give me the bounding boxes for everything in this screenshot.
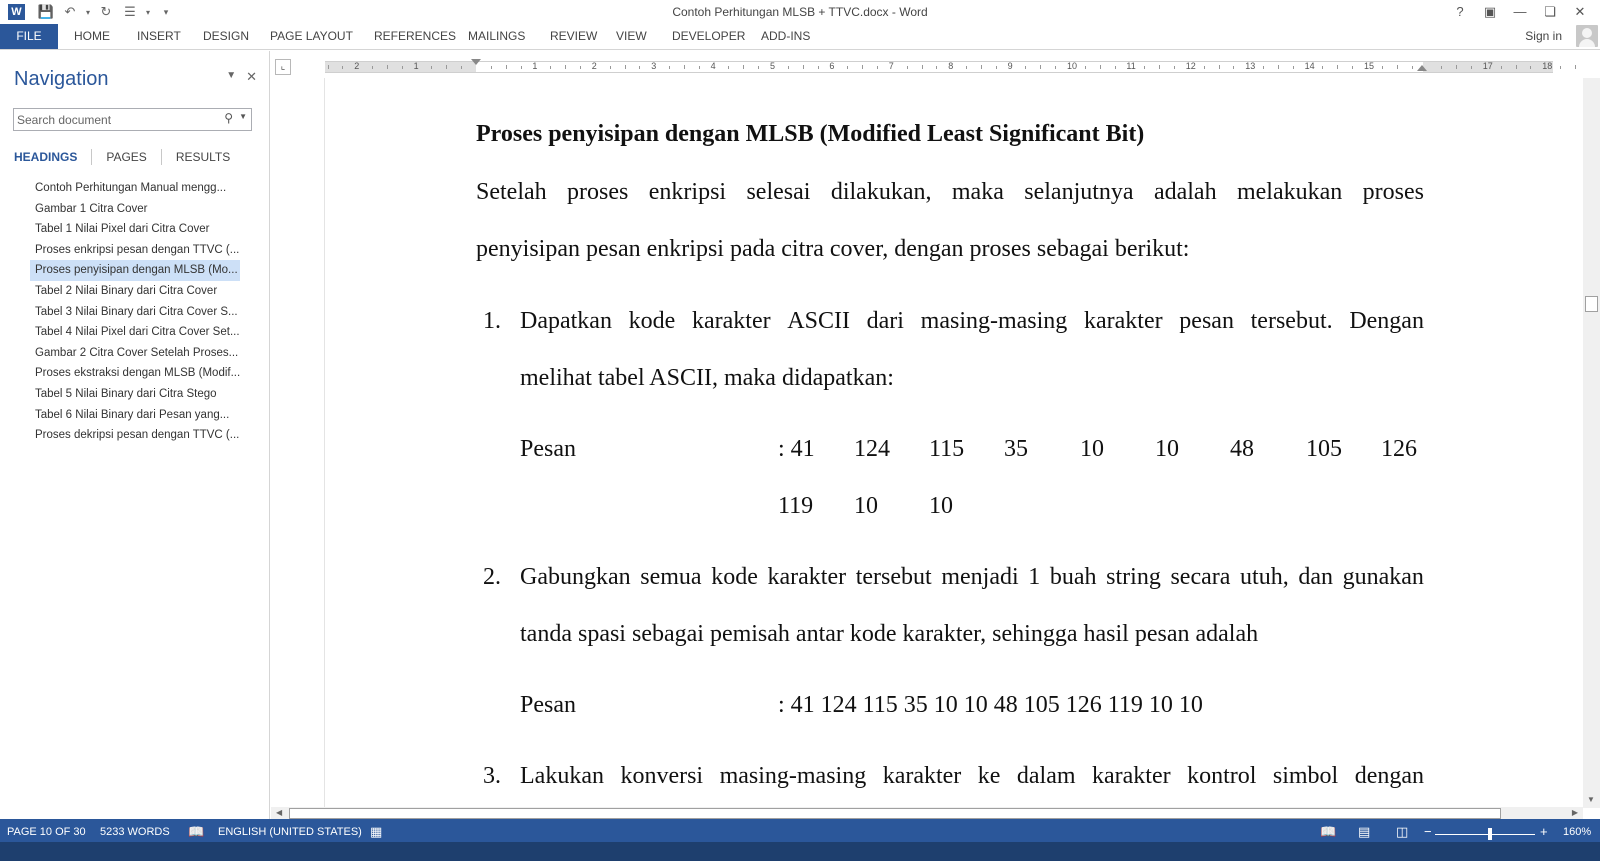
- word-count[interactable]: 5233 WORDS: [100, 826, 170, 838]
- ruler-number: 14: [1304, 61, 1315, 71]
- ruler-tick: [1397, 65, 1398, 69]
- ruler-tick: [431, 66, 432, 69]
- ruler-tick: [521, 66, 522, 69]
- item1-line-2: melihat tabel ASCII, maka didapatkan:: [520, 365, 894, 391]
- ruler-tick: [818, 66, 819, 69]
- ruler-tick: [1560, 66, 1561, 69]
- right-indent-marker[interactable]: [1417, 65, 1427, 71]
- help-icon[interactable]: ?: [1456, 4, 1464, 19]
- search-document-box: [13, 108, 252, 131]
- ruler-number: 2: [354, 61, 360, 71]
- ruler-tick: [402, 66, 403, 69]
- ruler-tick: [1174, 66, 1175, 69]
- ruler-tick: [1471, 66, 1472, 69]
- navigation-pane-controls: [226, 69, 257, 85]
- pesan-code: 10: [854, 493, 878, 519]
- ruler-tick: [1025, 66, 1026, 69]
- ruler-tick: [328, 65, 329, 69]
- intro-line-2: penyisipan pesan enkripsi pada citra cover, dengan proses sebagai berikut:: [476, 236, 1190, 262]
- ruler-tick: [1233, 66, 1234, 69]
- navigation-title: Navigation: [14, 68, 109, 90]
- ruler-tick: [877, 66, 878, 69]
- navigation-pane: [0, 51, 270, 819]
- ruler-number: 12: [1185, 61, 1196, 71]
- ruler-number: 6: [829, 61, 835, 71]
- item2-line-1: [520, 564, 1424, 591]
- heading-item[interactable]: Proses enkripsi pesan dengan TTVC (...: [35, 243, 240, 256]
- ruler-tick: [847, 66, 848, 69]
- heading-item[interactable]: Contoh Perhitungan Manual mengg...: [35, 182, 227, 194]
- word: masing-masing: [719, 763, 867, 789]
- ruler-tick: [550, 66, 551, 69]
- ruler-number: 8: [948, 61, 954, 71]
- ruler-number: 5: [770, 61, 776, 71]
- word: proses: [1362, 179, 1424, 205]
- word: melakukan: [1236, 179, 1343, 205]
- status-bar: [0, 819, 1600, 861]
- word: maka: [951, 179, 1004, 205]
- ruler-number: 15: [1364, 61, 1375, 71]
- ruler-tick: [1293, 66, 1294, 69]
- pesan-code: 48: [1230, 436, 1254, 462]
- ruler-tick: [1456, 65, 1457, 69]
- proofing-icon[interactable]: 📖: [188, 824, 205, 839]
- ruler-tick: [1159, 65, 1160, 69]
- ruler-tick: [669, 66, 670, 69]
- ruler-tick: [342, 66, 343, 69]
- word: dilakukan,: [830, 179, 932, 205]
- heading-item[interactable]: Proses ekstraksi dengan MLSB (Modif...: [35, 367, 240, 380]
- ruler-tick: [491, 66, 492, 69]
- undo-dropdown-icon[interactable]: ▾: [85, 7, 90, 17]
- word: kode: [711, 564, 758, 590]
- ruler-tick: [1100, 65, 1101, 69]
- ruler-tick: [788, 66, 789, 69]
- tab-mailings[interactable]: MAILINGS: [468, 29, 526, 43]
- tab-headings[interactable]: HEADINGS: [14, 150, 78, 164]
- search-input[interactable]: [14, 109, 214, 130]
- ruler-tick: [506, 65, 507, 69]
- word: pesan: [1179, 308, 1234, 334]
- status-bar-lower-band: [0, 842, 1600, 861]
- avatar[interactable]: [1576, 25, 1598, 47]
- tab-references[interactable]: REFERENCES: [374, 29, 457, 43]
- tab-file[interactable]: FILE: [0, 24, 58, 49]
- ruler-tick: [1352, 66, 1353, 69]
- ruler-tick: [639, 66, 640, 69]
- word: tersebut.: [1250, 308, 1333, 334]
- ruler-tick: [966, 66, 967, 69]
- customize-toolbar-icon[interactable]: ▾: [163, 6, 169, 17]
- ruler-tick: [981, 65, 982, 69]
- search-options-dropdown-icon[interactable]: ▼: [239, 112, 247, 121]
- zoom-slider[interactable]: [1435, 834, 1535, 835]
- heading-item[interactable]: Tabel 5 Nilai Binary dari Citra Stego: [35, 387, 217, 400]
- section-heading: Proses penyisipan dengan MLSB (Modified Least Significant Bit): [476, 121, 1145, 147]
- ruler-tick: [862, 65, 863, 69]
- ruler-tick: [446, 65, 447, 69]
- scroll-down-icon[interactable]: ▼: [1587, 795, 1595, 804]
- search-icon[interactable]: ⚲: [224, 111, 233, 125]
- word: selesai: [746, 179, 811, 205]
- word: karakter: [1084, 308, 1163, 334]
- ruler-tick: [625, 65, 626, 69]
- ruler-tick: [758, 66, 759, 69]
- ruler-tick: [1501, 66, 1502, 69]
- sign-in-link[interactable]: Sign in: [1525, 29, 1562, 43]
- window-controls: [1446, 2, 1594, 22]
- word: adalah: [1153, 179, 1217, 205]
- headings-list: [30, 178, 240, 446]
- ruler-tick: [1530, 66, 1531, 69]
- heading-item-selected[interactable]: Proses penyisipan dengan MLSB (Mo...: [30, 260, 240, 281]
- heading-item[interactable]: Tabel 2 Nilai Binary dari Citra Cover: [35, 284, 218, 297]
- pesan-label-1: Pesan: [520, 436, 576, 462]
- ruler-tick: [1204, 66, 1205, 69]
- ruler-tick: [1055, 66, 1056, 69]
- pesan-string: : 41 124 115 35 10 10 48 105 126 119 10 10: [778, 692, 1203, 718]
- ruler-tick: [1278, 65, 1279, 69]
- heading-item[interactable]: Tabel 6 Nilai Binary dari Pesan yang...: [35, 408, 230, 421]
- pane-options-dropdown-icon[interactable]: ▼: [226, 70, 237, 81]
- ruler-number: 1: [532, 61, 538, 71]
- ruler-tick: [610, 66, 611, 69]
- ruler-tick: [743, 65, 744, 69]
- ruler-tick: [922, 65, 923, 69]
- macro-recording-icon[interactable]: ▦: [370, 824, 383, 839]
- word: utuh,: [1240, 564, 1289, 590]
- ruler-tick: [1085, 66, 1086, 69]
- navigation-tabs: [14, 149, 244, 165]
- horizontal-ruler[interactable]: [325, 61, 1553, 73]
- item3-line-1: [520, 763, 1424, 790]
- heading-item[interactable]: Gambar 1 Citra Cover: [35, 202, 148, 215]
- pesan-code: 10: [1080, 436, 1104, 462]
- read-mode-icon[interactable]: 📖: [1320, 824, 1337, 839]
- ruler-tick: [728, 66, 729, 69]
- word: tersebut: [855, 564, 932, 590]
- tab-review[interactable]: REVIEW: [550, 29, 598, 43]
- scroll-right-icon[interactable]: ▶: [1571, 808, 1578, 817]
- zoom-out-icon[interactable]: −: [1424, 824, 1432, 839]
- ruler-number: 10: [1067, 61, 1078, 71]
- ruler-number: 11: [1126, 61, 1136, 71]
- word: kontrol: [1187, 763, 1257, 789]
- bullets-icon[interactable]: ☰: [124, 4, 136, 19]
- ruler-tick: [1382, 66, 1383, 69]
- ruler-tick: [699, 66, 700, 69]
- intro-line-1: [476, 179, 1424, 206]
- print-layout-icon[interactable]: ▤: [1358, 824, 1371, 839]
- tab-home[interactable]: HOME: [74, 29, 110, 43]
- word: dan: [1298, 564, 1333, 590]
- tab-view[interactable]: VIEW: [616, 29, 647, 43]
- tab-page-layout[interactable]: PAGE LAYOUT: [270, 29, 353, 43]
- word: proses: [567, 179, 629, 205]
- ruler-number: 13: [1245, 61, 1256, 71]
- ruler-number: 4: [710, 61, 716, 71]
- word: gunakan: [1342, 564, 1424, 590]
- pesan-code: : 41: [778, 436, 815, 462]
- ruler-number: 17: [1482, 61, 1493, 71]
- word: ASCII: [787, 308, 850, 334]
- tab-insert[interactable]: INSERT: [137, 29, 181, 43]
- word: dengan: [1354, 763, 1424, 789]
- word: karakter: [882, 763, 962, 789]
- tab-add-ins[interactable]: ADD-INS: [761, 29, 811, 43]
- heading-item[interactable]: Proses dekripsi pesan dengan TTVC (...: [35, 429, 240, 442]
- language-status[interactable]: ENGLISH (UNITED STATES): [218, 826, 362, 838]
- word: enkripsi: [648, 179, 727, 205]
- ruler-tick: [1575, 65, 1576, 69]
- ruler-number: 18: [1542, 61, 1553, 71]
- word: menjadi: [941, 564, 1019, 590]
- word: kode: [628, 308, 676, 334]
- ruler-tick: [1441, 66, 1442, 69]
- ruler-tick: [565, 65, 566, 69]
- pesan-code: 10: [929, 493, 953, 519]
- ruler-tick: [580, 66, 581, 69]
- ruler-tick: [1040, 65, 1041, 69]
- ruler-tick: [1144, 66, 1145, 69]
- list-number-1: 1.: [483, 308, 501, 334]
- undo-icon[interactable]: ↶: [64, 4, 76, 19]
- heading-item[interactable]: Tabel 1 Nilai Pixel dari Citra Cover: [35, 223, 210, 236]
- tab-pages[interactable]: PAGES: [91, 149, 160, 165]
- word: semua: [640, 564, 702, 590]
- word: buah: [1049, 564, 1097, 590]
- heading-item[interactable]: Tabel 3 Nilai Binary dari Citra Cover S...: [35, 305, 238, 318]
- ruler-tick: [1322, 66, 1323, 69]
- ruler-tick: [803, 65, 804, 69]
- ruler-tick: [461, 66, 462, 69]
- web-layout-icon[interactable]: ◫: [1396, 824, 1409, 839]
- word: Setelah: [476, 179, 547, 205]
- ruler-tick: [1115, 66, 1116, 69]
- word: simbol: [1272, 763, 1339, 789]
- ruler-left-margin: [325, 62, 476, 72]
- ribbon-display-options-icon[interactable]: ▣: [1483, 4, 1497, 19]
- word: karakter: [767, 564, 847, 590]
- pesan-code: 10: [1155, 436, 1179, 462]
- tab-results[interactable]: RESULTS: [161, 149, 244, 165]
- word: masing-masing: [920, 308, 1068, 334]
- zoom-level[interactable]: 160%: [1563, 826, 1592, 838]
- pesan-code: 126: [1381, 436, 1417, 462]
- ruler-tick: [684, 65, 685, 69]
- word: ke: [977, 763, 1001, 789]
- ruler-number: 2: [591, 61, 597, 71]
- ruler-tick: [1263, 66, 1264, 69]
- minimize-icon[interactable]: —: [1513, 4, 1527, 19]
- save-icon[interactable]: 💾: [37, 4, 55, 19]
- ruler-number: 3: [651, 61, 657, 71]
- ruler-number: 1: [413, 61, 419, 71]
- list-number-3: 3.: [483, 763, 501, 789]
- close-icon[interactable]: ✕: [1574, 4, 1586, 19]
- word: Dapatkan: [520, 308, 612, 334]
- document-area: [271, 51, 1600, 819]
- ruler-tick: [936, 66, 937, 69]
- zoom-in-icon[interactable]: +: [1540, 824, 1548, 839]
- pesan-label-2: Pesan: [520, 692, 576, 718]
- vertical-scroll-thumb[interactable]: [1585, 296, 1598, 312]
- word: konversi: [620, 763, 704, 789]
- left-indent-marker[interactable]: [471, 59, 481, 65]
- pesan-code: 124: [854, 436, 890, 462]
- ruler-tick: [1412, 66, 1413, 69]
- item2-line-2: tanda spasi sebagai pemisah antar kode karakter, sehingga hasil pesan adalah: [520, 621, 1259, 647]
- word: secara: [1170, 564, 1231, 590]
- word: karakter: [1092, 763, 1171, 789]
- title-bar: [0, 0, 1600, 24]
- zoom-slider-thumb[interactable]: [1488, 828, 1492, 840]
- word: karakter: [692, 308, 771, 334]
- horizontal-scroll-thumb[interactable]: [289, 808, 1501, 819]
- page-count[interactable]: PAGE 10 OF 30: [7, 826, 86, 838]
- ruler-tick: [387, 65, 388, 69]
- ruler-number: 7: [888, 61, 894, 71]
- pesan-code: 115: [929, 436, 965, 462]
- ruler-tick: [996, 66, 997, 69]
- word: Gabungkan: [520, 564, 631, 590]
- word: 1: [1028, 564, 1041, 590]
- page-edge: [324, 78, 325, 808]
- word: Dengan: [1349, 308, 1424, 334]
- word: Lakukan: [520, 763, 604, 789]
- heading-item[interactable]: Tabel 4 Nilai Pixel dari Citra Cover Set...: [35, 326, 240, 339]
- list-number-2: 2.: [483, 564, 501, 590]
- word-app-icon[interactable]: W: [8, 4, 25, 20]
- word: dari: [866, 308, 904, 334]
- word: string: [1106, 564, 1161, 590]
- pesan-code: 105: [1306, 436, 1342, 462]
- window-title: Contoh Perhitungan MLSB + TTVC.docx - Word: [672, 5, 928, 19]
- redo-icon[interactable]: ↻: [100, 4, 112, 19]
- ruler-tick: [907, 66, 908, 69]
- scroll-left-icon[interactable]: ◀: [276, 808, 283, 817]
- vertical-scrollbar[interactable]: [1583, 78, 1600, 808]
- tab-design[interactable]: DESIGN: [203, 29, 250, 43]
- ruler-tick: [1337, 65, 1338, 69]
- ruler-tick: [372, 66, 373, 69]
- word: dalam: [1016, 763, 1076, 789]
- word: selanjutnya: [1024, 179, 1134, 205]
- ruler-tick: [1516, 65, 1517, 69]
- tab-selector[interactable]: ⌞: [275, 59, 291, 75]
- restore-icon[interactable]: ❏: [1544, 4, 1556, 19]
- ruler-tick: [1219, 65, 1220, 69]
- pesan-code: 119: [778, 493, 814, 519]
- heading-item[interactable]: Gambar 2 Citra Cover Setelah Proses...: [35, 346, 239, 359]
- ribbon-tabs: [0, 24, 1600, 50]
- tab-developer[interactable]: DEVELOPER: [672, 29, 746, 43]
- item1-line-1: [520, 308, 1424, 335]
- bullets-dropdown-icon[interactable]: ▾: [145, 7, 150, 17]
- ruler-number: 9: [1007, 61, 1013, 71]
- close-pane-icon[interactable]: ✕: [246, 69, 257, 84]
- pesan-code: 35: [1004, 436, 1028, 462]
